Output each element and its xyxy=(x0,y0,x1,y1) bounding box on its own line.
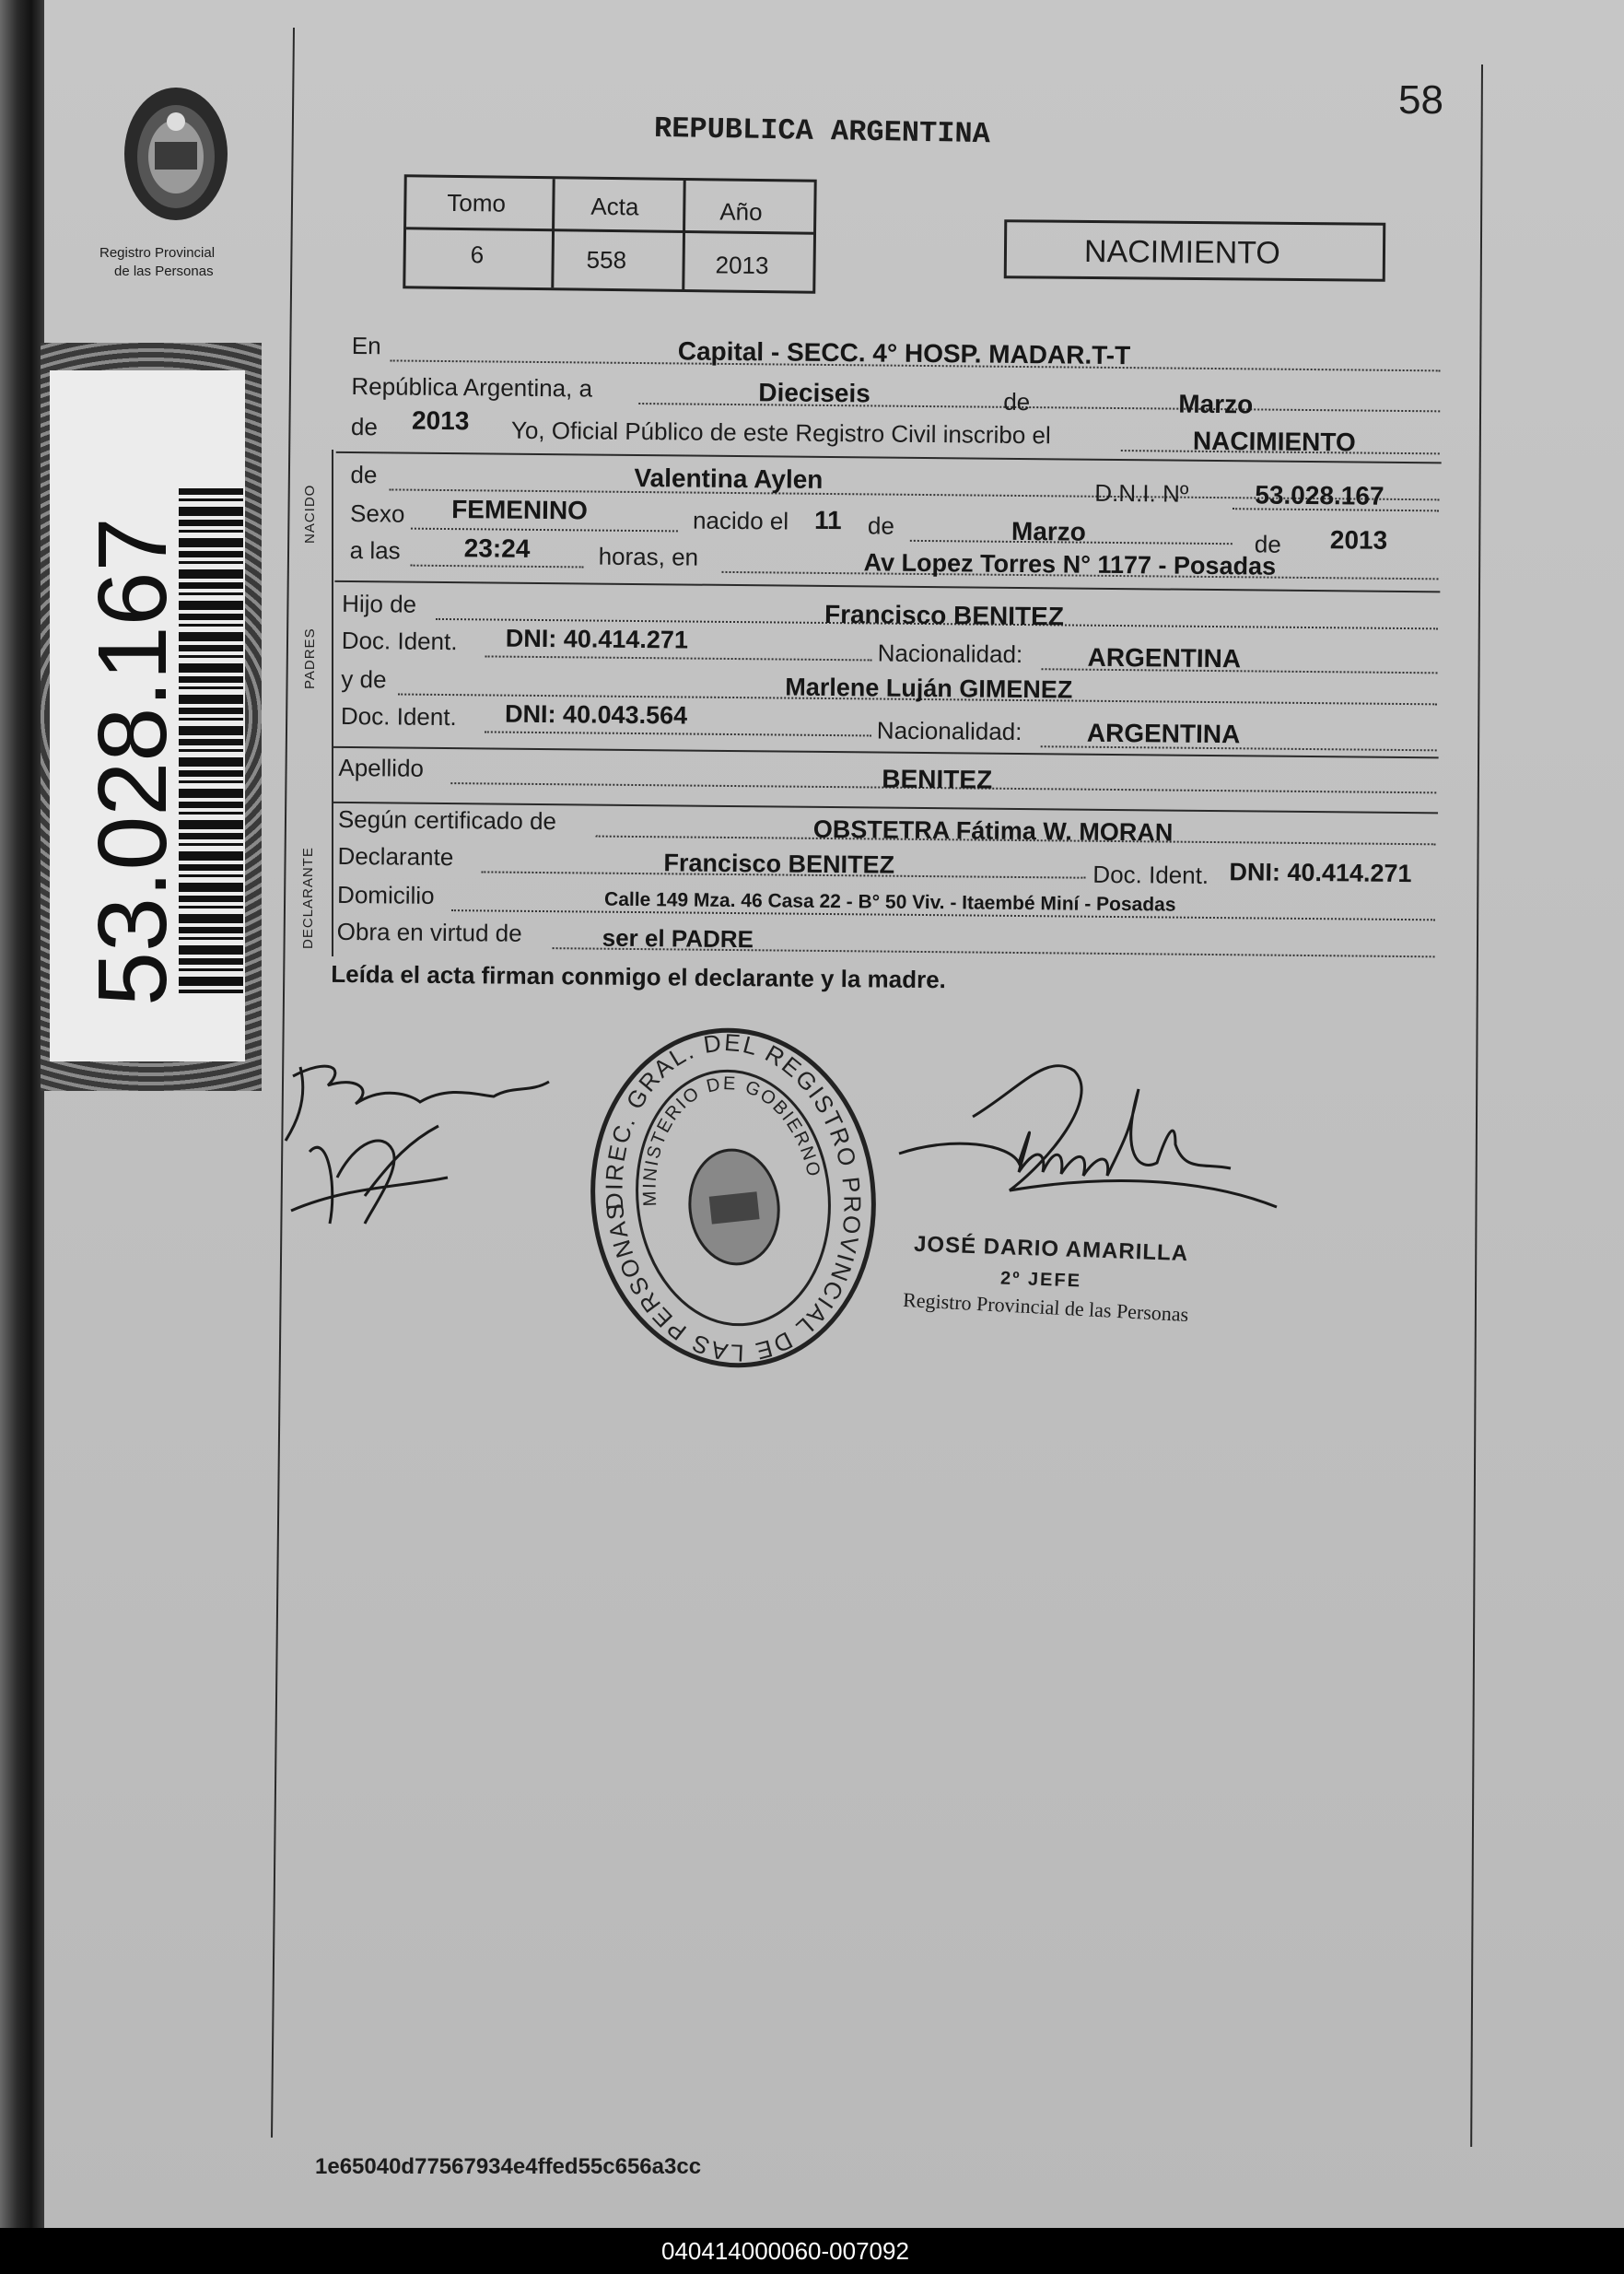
table-value-anio: 2013 xyxy=(715,251,769,280)
official-name: JOSÉ DARIO AMARILLA xyxy=(913,1231,1189,1267)
dni-value: 53.028.167 xyxy=(1255,480,1384,510)
decl-doc-label: Doc. Ident. xyxy=(1092,860,1209,889)
dia-value: Dieciseis xyxy=(758,378,870,408)
decl-doc-value: DNI: 40.414.271 xyxy=(1229,858,1412,888)
obra-value: ser el PADRE xyxy=(602,923,754,954)
hash-code: 1e65040d77567934e4ffed55c656a3cc xyxy=(315,2154,702,2179)
nac-anio-value: 2013 xyxy=(1329,525,1388,555)
padre-nac-value: ARGENTINA xyxy=(1087,642,1242,674)
declarant-signature xyxy=(273,1049,567,1233)
de-label4: de xyxy=(1254,530,1281,558)
form-body xyxy=(0,0,1624,1044)
domicilio-label: Domicilio xyxy=(336,880,435,909)
madre-doc-label: Doc. Ident. xyxy=(340,701,457,732)
footer-code: 040414000060-007092 xyxy=(661,2237,909,2265)
footer-bar xyxy=(0,2228,1624,2274)
nombre-value: Valentina Aylen xyxy=(634,463,824,494)
yo-text: Yo, Oficial Público de este Registro Civil inscribo el xyxy=(510,416,1051,450)
section-label-declarante: DECLARANTE xyxy=(300,847,316,949)
sexo-label: Sexo xyxy=(349,499,405,528)
logo-caption-line1: Registro Provincial xyxy=(99,245,216,261)
table-header-tomo: Tomo xyxy=(447,188,507,217)
page-number: 58 xyxy=(1398,77,1443,123)
stamp-inner-text: MINISTERIO DE GOBIERNO xyxy=(639,1073,824,1207)
en-value: Capital - SECC. 4° HOSP. MADAR.T-T xyxy=(677,336,1131,370)
a-las-label: a las xyxy=(349,536,401,565)
declarante-value: Francisco BENITEZ xyxy=(663,849,895,879)
hijo-de-label: Hijo de xyxy=(342,589,417,618)
nacido-el-label: nacido el xyxy=(692,506,789,535)
declarante-label: Declarante xyxy=(337,841,454,872)
republica-label: República Argentina, a xyxy=(351,372,593,403)
official-office: Registro Provincial de las Personas xyxy=(902,1287,1189,1327)
closing-text: Leída el acta firman conmigo el declarante y la madre. xyxy=(331,959,947,994)
madre-doc-value: DNI: 40.043.564 xyxy=(504,699,688,730)
table-value-acta: 558 xyxy=(586,245,627,275)
dni-label: D.N.I. Nº xyxy=(1094,478,1189,508)
section-label-padres: PADRES xyxy=(302,627,318,689)
y-de-label: y de xyxy=(341,664,387,694)
madre-nac-value: ARGENTINA xyxy=(1086,718,1241,749)
anio-value: 2013 xyxy=(411,405,470,436)
logo-caption-line2: de las Personas xyxy=(114,264,214,279)
barcode-number: 53.028.167 xyxy=(78,517,187,1006)
madre-nac-label: Nacionalidad: xyxy=(876,716,1022,746)
apellido-value: BENITEZ xyxy=(882,764,993,794)
padre-value: Francisco BENITEZ xyxy=(824,599,1065,631)
table-header-anio: Año xyxy=(719,197,763,227)
de-label: de xyxy=(1003,387,1031,416)
nac-dia-value: 11 xyxy=(813,505,842,535)
padre-doc-label: Doc. Ident. xyxy=(341,626,458,656)
lugar-value: Av Lopez Torres N° 1177 - Posadas xyxy=(863,548,1277,580)
sexo-value: FEMENINO xyxy=(451,495,589,525)
table-header-acta: Acta xyxy=(590,192,639,221)
de-label3: de xyxy=(867,511,895,540)
nac-mes-value: Marzo xyxy=(1011,516,1087,546)
official-signature xyxy=(881,1052,1286,1237)
official-role: 2º JEFE xyxy=(999,1268,1082,1292)
domicilio-value: Calle 149 Mza. 46 Casa 22 - B° 50 Viv. - Itaembé Miní - Posadas xyxy=(603,888,1176,916)
official-stamp xyxy=(568,1008,898,1387)
padre-doc-value: DNI: 40.414.271 xyxy=(505,624,689,654)
en-label: En xyxy=(351,332,381,360)
inscribe-value: NACIMIENTO xyxy=(1192,426,1356,457)
segun-label: Según certificado de xyxy=(337,804,557,836)
de-nombre-label: de xyxy=(350,461,378,489)
table-value-tomo: 6 xyxy=(470,240,485,269)
stamp-outer-text: DIREC. GRAL. DEL REGISTRO PROVINCIAL DE LAS PERSONAS xyxy=(600,1027,867,1367)
certificado-value: OBSTETRA Fátima W. MORAN xyxy=(812,815,1174,847)
de-label2: de xyxy=(350,413,379,441)
mes-value: Marzo xyxy=(1178,389,1254,419)
madre-value: Marlene Luján GIMENEZ xyxy=(785,673,1073,704)
document-title: REPUBLICA ARGENTINA xyxy=(653,111,991,152)
obra-label: Obra en virtud de xyxy=(336,917,522,947)
record-type: NACIMIENTO xyxy=(1083,233,1280,271)
section-label-nacido: NACIDO xyxy=(302,484,318,544)
hora-value: 23:24 xyxy=(463,533,531,563)
horas-en-label: horas, en xyxy=(598,542,699,571)
padre-nac-label: Nacionalidad: xyxy=(877,639,1023,669)
apellido-label: Apellido xyxy=(338,753,425,782)
